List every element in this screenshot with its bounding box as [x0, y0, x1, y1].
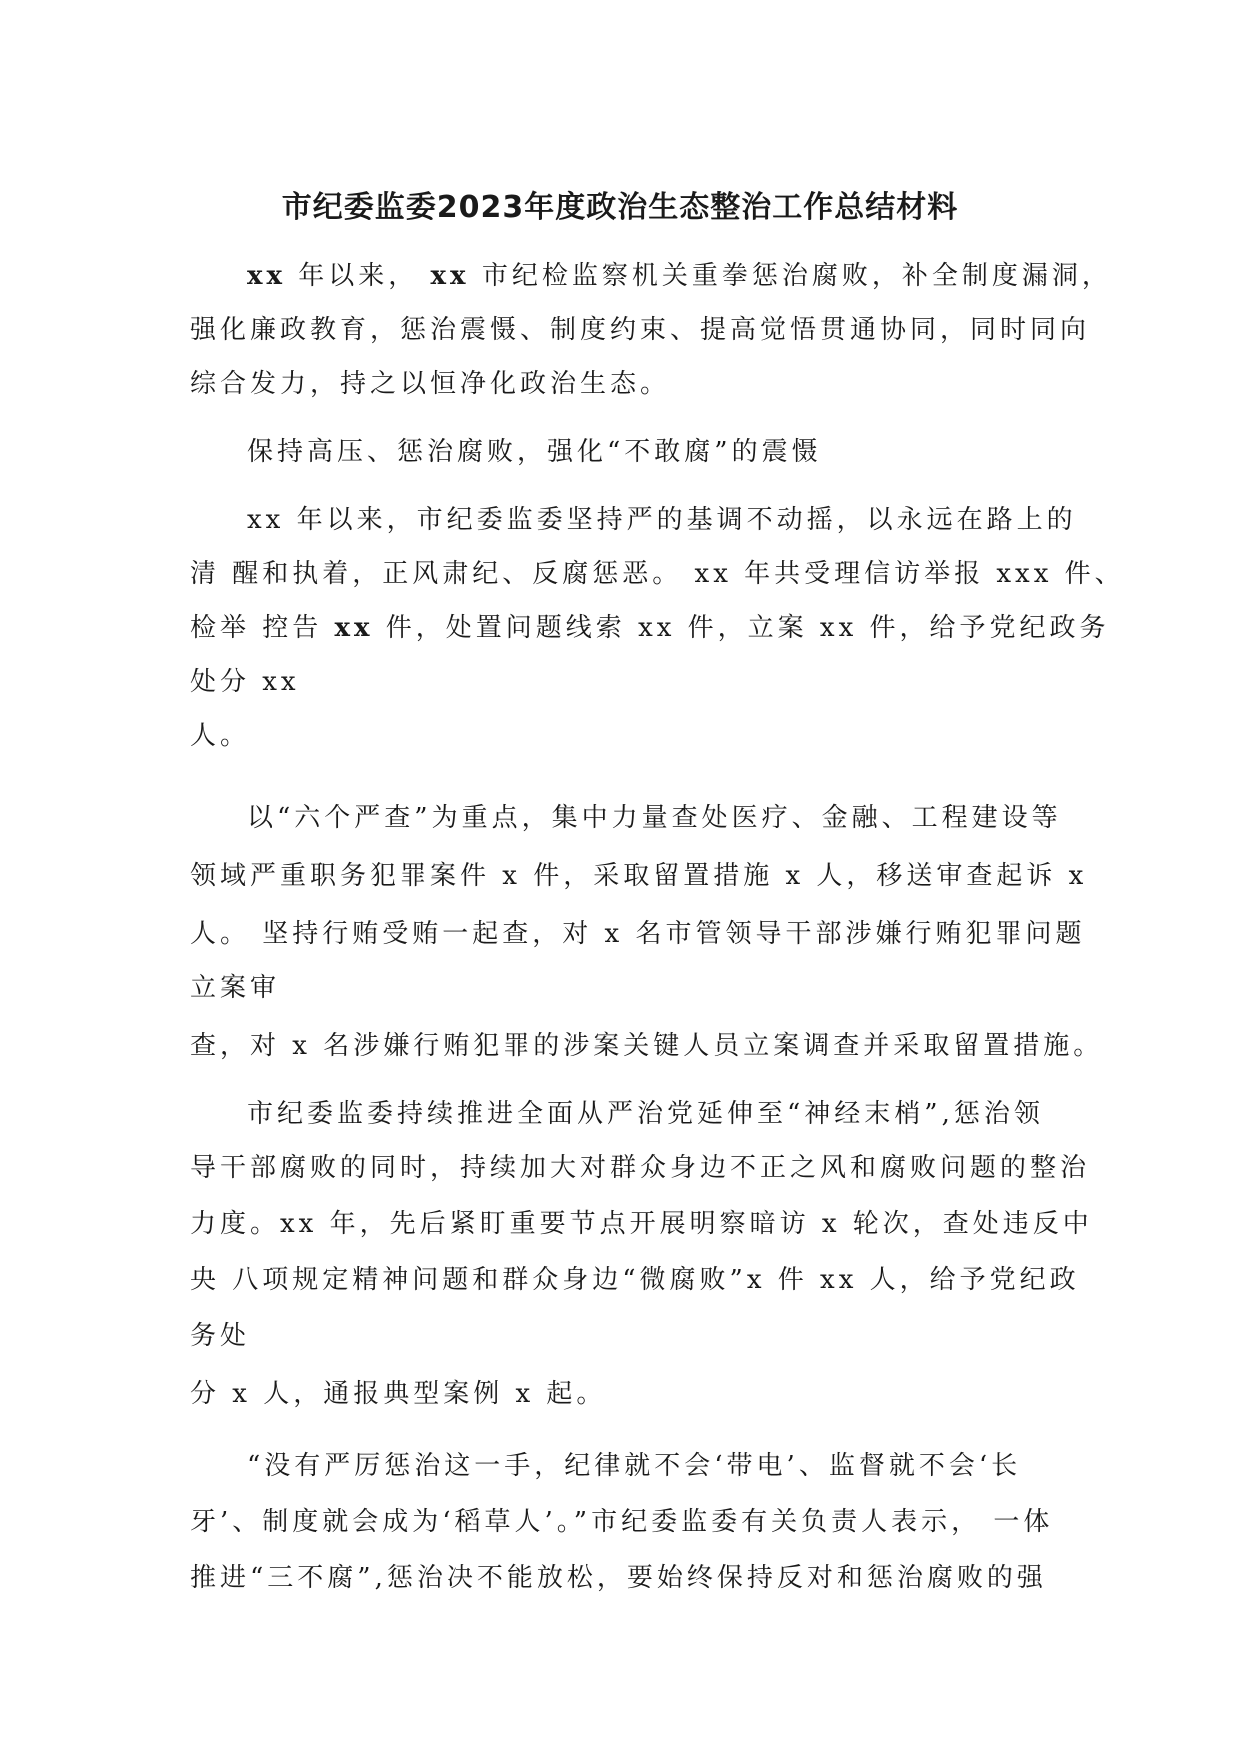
document-title: 市纪委监委2023年度政治生态整治工作总结材料 — [281, 190, 959, 225]
paragraph-4-line-1: 市纪委监委持续推进全面从严治党延伸至“神经末梢”,惩治领 — [247, 1099, 1044, 1129]
paragraph-1-line-2: 强化廉政教育，惩治震慑、制度约束、提高觉悟贯通协同，同时同向 — [190, 315, 1091, 345]
section-heading-1: 保持高压、惩治腐败，强化“不敢腐”的震慑 — [247, 437, 822, 467]
paragraph-4-line-5: 务处 — [190, 1321, 251, 1351]
paragraph-1-line-3: 综合发力，持之以恒净化政治生态。 — [190, 369, 671, 399]
paragraph-1-line-1: xx 年以来， xx 市纪检监察机关重拳惩治腐败，补全制度漏洞， — [247, 261, 1112, 291]
paragraph-2-line-4: 处分 xx — [190, 667, 300, 697]
paragraph-3-line-5: 查，对 x 名涉嫌行贿犯罪的涉案关键人员立案调查并采取留置措施。 — [190, 1031, 1104, 1061]
paragraph-3-line-4: 立案审 — [190, 973, 281, 1003]
paragraph-5-line-2: 牙’、制度就会成为‘稻草人’。”市纪委监委有关负责人表示， 一体 — [190, 1507, 1054, 1537]
xx-bold-3: xx — [334, 613, 374, 643]
paragraph-2-line-2: 清 醒和执着，正风肃纪、反腐惩恶。 xx 年共受理信访举报 xxx 件、 — [190, 559, 1125, 589]
paragraph-4-line-3: 力度。xx 年，先后紧盯重要节点开展明察暗访 x 轮次，查处违反中 — [190, 1209, 1093, 1239]
xx-bold-2: xx — [430, 261, 470, 291]
paragraph-2-line-3: 检举 控告 xx 件，处置问题线索 xx 件，立案 xx 件，给予党纪政务 — [190, 613, 1110, 643]
paragraph-4-line-2: 导干部腐败的同时，持续加大对群众身边不正之风和腐败问题的整治 — [190, 1153, 1091, 1183]
paragraph-4-line-6: 分 x 人，通报典型案例 x 起。 — [190, 1379, 607, 1409]
paragraph-5-line-3: 推进“三不腐”,惩治决不能放松，要始终保持反对和惩治腐败的强 — [190, 1563, 1047, 1593]
paragraph-2-line-5: 人。 — [190, 721, 251, 751]
paragraph-3-line-1: 以“六个严查”为重点，集中力量查处医疗、金融、工程建设等 — [247, 803, 1062, 833]
paragraph-4-line-4: 央 八项规定精神问题和群众身边“微腐败”x 件 xx 人，给予党纪政 — [190, 1265, 1080, 1295]
xx-bold-1: xx — [247, 261, 287, 291]
paragraph-5-line-1: “没有严厉惩治这一手，纪律就不会‘带电’、监督就不会‘长 — [247, 1451, 1022, 1481]
paragraph-3-line-2: 领域严重职务犯罪案件 x 件，采取留置措施 x 人，移送审查起诉 x — [190, 861, 1088, 891]
paragraph-3-line-3: 人。 坚持行贿受贿一起查，对 x 名市管领导干部涉嫌行贿犯罪问题 — [190, 919, 1086, 949]
paragraph-2-line-1: xx 年以来，市纪委监委坚持严的基调不动摇，以永远在路上的 — [247, 505, 1077, 535]
